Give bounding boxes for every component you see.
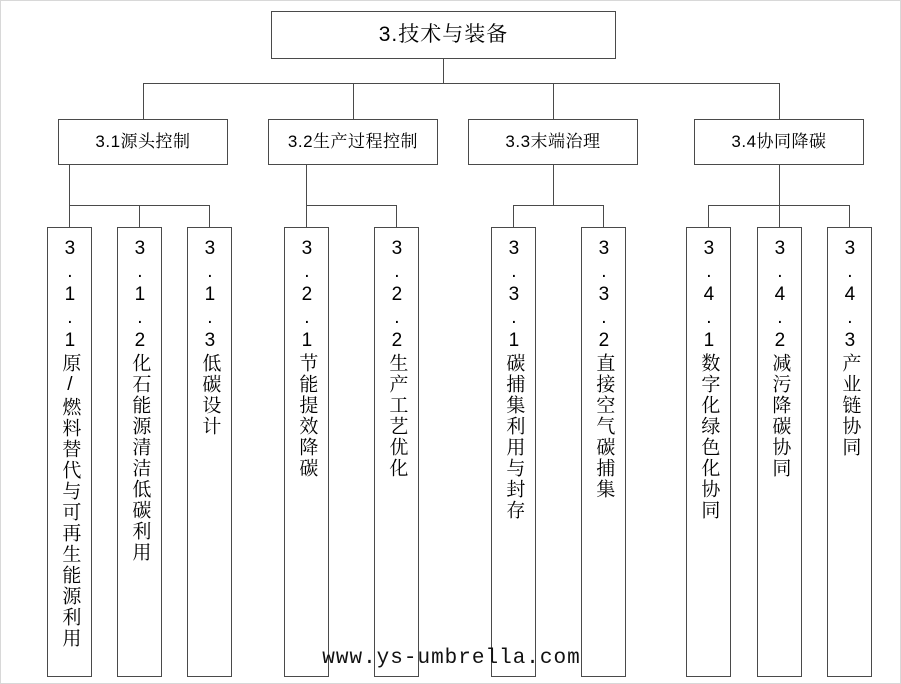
node-branch-4 xyxy=(694,119,864,165)
node-branch-3-label: 3.3末端治理 xyxy=(505,132,601,152)
connector-b4-drop-3 xyxy=(849,205,850,227)
connector-b2-drop-2 xyxy=(396,205,397,227)
connector-drop-b2 xyxy=(353,83,354,119)
connector-drop-b3 xyxy=(553,83,554,119)
connector-b2-bus xyxy=(306,205,396,206)
connector-b1-drop-1 xyxy=(69,205,70,227)
node-leaf-4-3-label: 3.4.3产业链协同 xyxy=(839,238,861,458)
node-root xyxy=(271,11,616,59)
node-leaf-1-3-label: 3.1.3低碳设计 xyxy=(199,238,221,437)
node-leaf-4-2-label: 3.4.2减污降碳协同 xyxy=(769,238,791,479)
node-leaf-1-3 xyxy=(187,227,232,677)
node-leaf-3-1 xyxy=(491,227,536,677)
node-branch-3 xyxy=(468,119,638,165)
connector-b4-drop-1 xyxy=(708,205,709,227)
connector-b3-stem xyxy=(553,165,554,205)
connector-b2-stem xyxy=(306,165,307,205)
node-leaf-3-1-label: 3.3.1碳捕集利用与封存 xyxy=(503,238,525,521)
connector-b1-drop-3 xyxy=(209,205,210,227)
connector-b3-drop-1 xyxy=(513,205,514,227)
node-branch-1-label: 3.1源头控制 xyxy=(95,132,191,152)
node-branch-2 xyxy=(268,119,438,165)
connector-root-stem xyxy=(443,59,444,83)
connector-b3-drop-2 xyxy=(603,205,604,227)
connector-b1-stem xyxy=(69,165,70,205)
node-leaf-2-2 xyxy=(374,227,419,677)
node-branch-2-label: 3.2生产过程控制 xyxy=(287,132,419,152)
node-root-label: 3.技术与装备 xyxy=(378,22,509,46)
node-leaf-1-1 xyxy=(47,227,92,677)
connector-drop-b1 xyxy=(143,83,144,119)
connector-b4-drop-2 xyxy=(779,205,780,227)
connector-level2-bus xyxy=(143,83,779,84)
node-leaf-4-1 xyxy=(686,227,731,677)
node-leaf-2-1 xyxy=(284,227,329,677)
node-leaf-4-2 xyxy=(757,227,802,677)
watermark-text: www.ys-umbrella.com xyxy=(322,647,581,670)
node-leaf-4-1-label: 3.4.1数字化绿色化协同 xyxy=(698,238,720,521)
node-leaf-3-2-label: 3.3.2直接空气碳捕集 xyxy=(593,238,615,500)
node-leaf-2-1-label: 3.2.1节能提效降碳 xyxy=(296,238,318,479)
connector-b2-drop-1 xyxy=(306,205,307,227)
connector-b1-drop-2 xyxy=(139,205,140,227)
node-leaf-1-2 xyxy=(117,227,162,677)
node-branch-4-label: 3.4协同降碳 xyxy=(731,132,827,152)
node-leaf-4-3 xyxy=(827,227,872,677)
node-leaf-2-2-label: 3.2.2生产工艺优化 xyxy=(386,238,408,479)
connector-b4-stem xyxy=(779,165,780,205)
connector-b3-bus xyxy=(513,205,603,206)
node-leaf-1-1-label: 3.1.1原/燃料替代与可再生能源利用 xyxy=(59,238,81,649)
node-leaf-3-2 xyxy=(581,227,626,677)
node-branch-1 xyxy=(58,119,228,165)
node-leaf-1-2-label: 3.1.2化石能源清洁低碳利用 xyxy=(129,238,151,563)
connector-drop-b4 xyxy=(779,83,780,119)
